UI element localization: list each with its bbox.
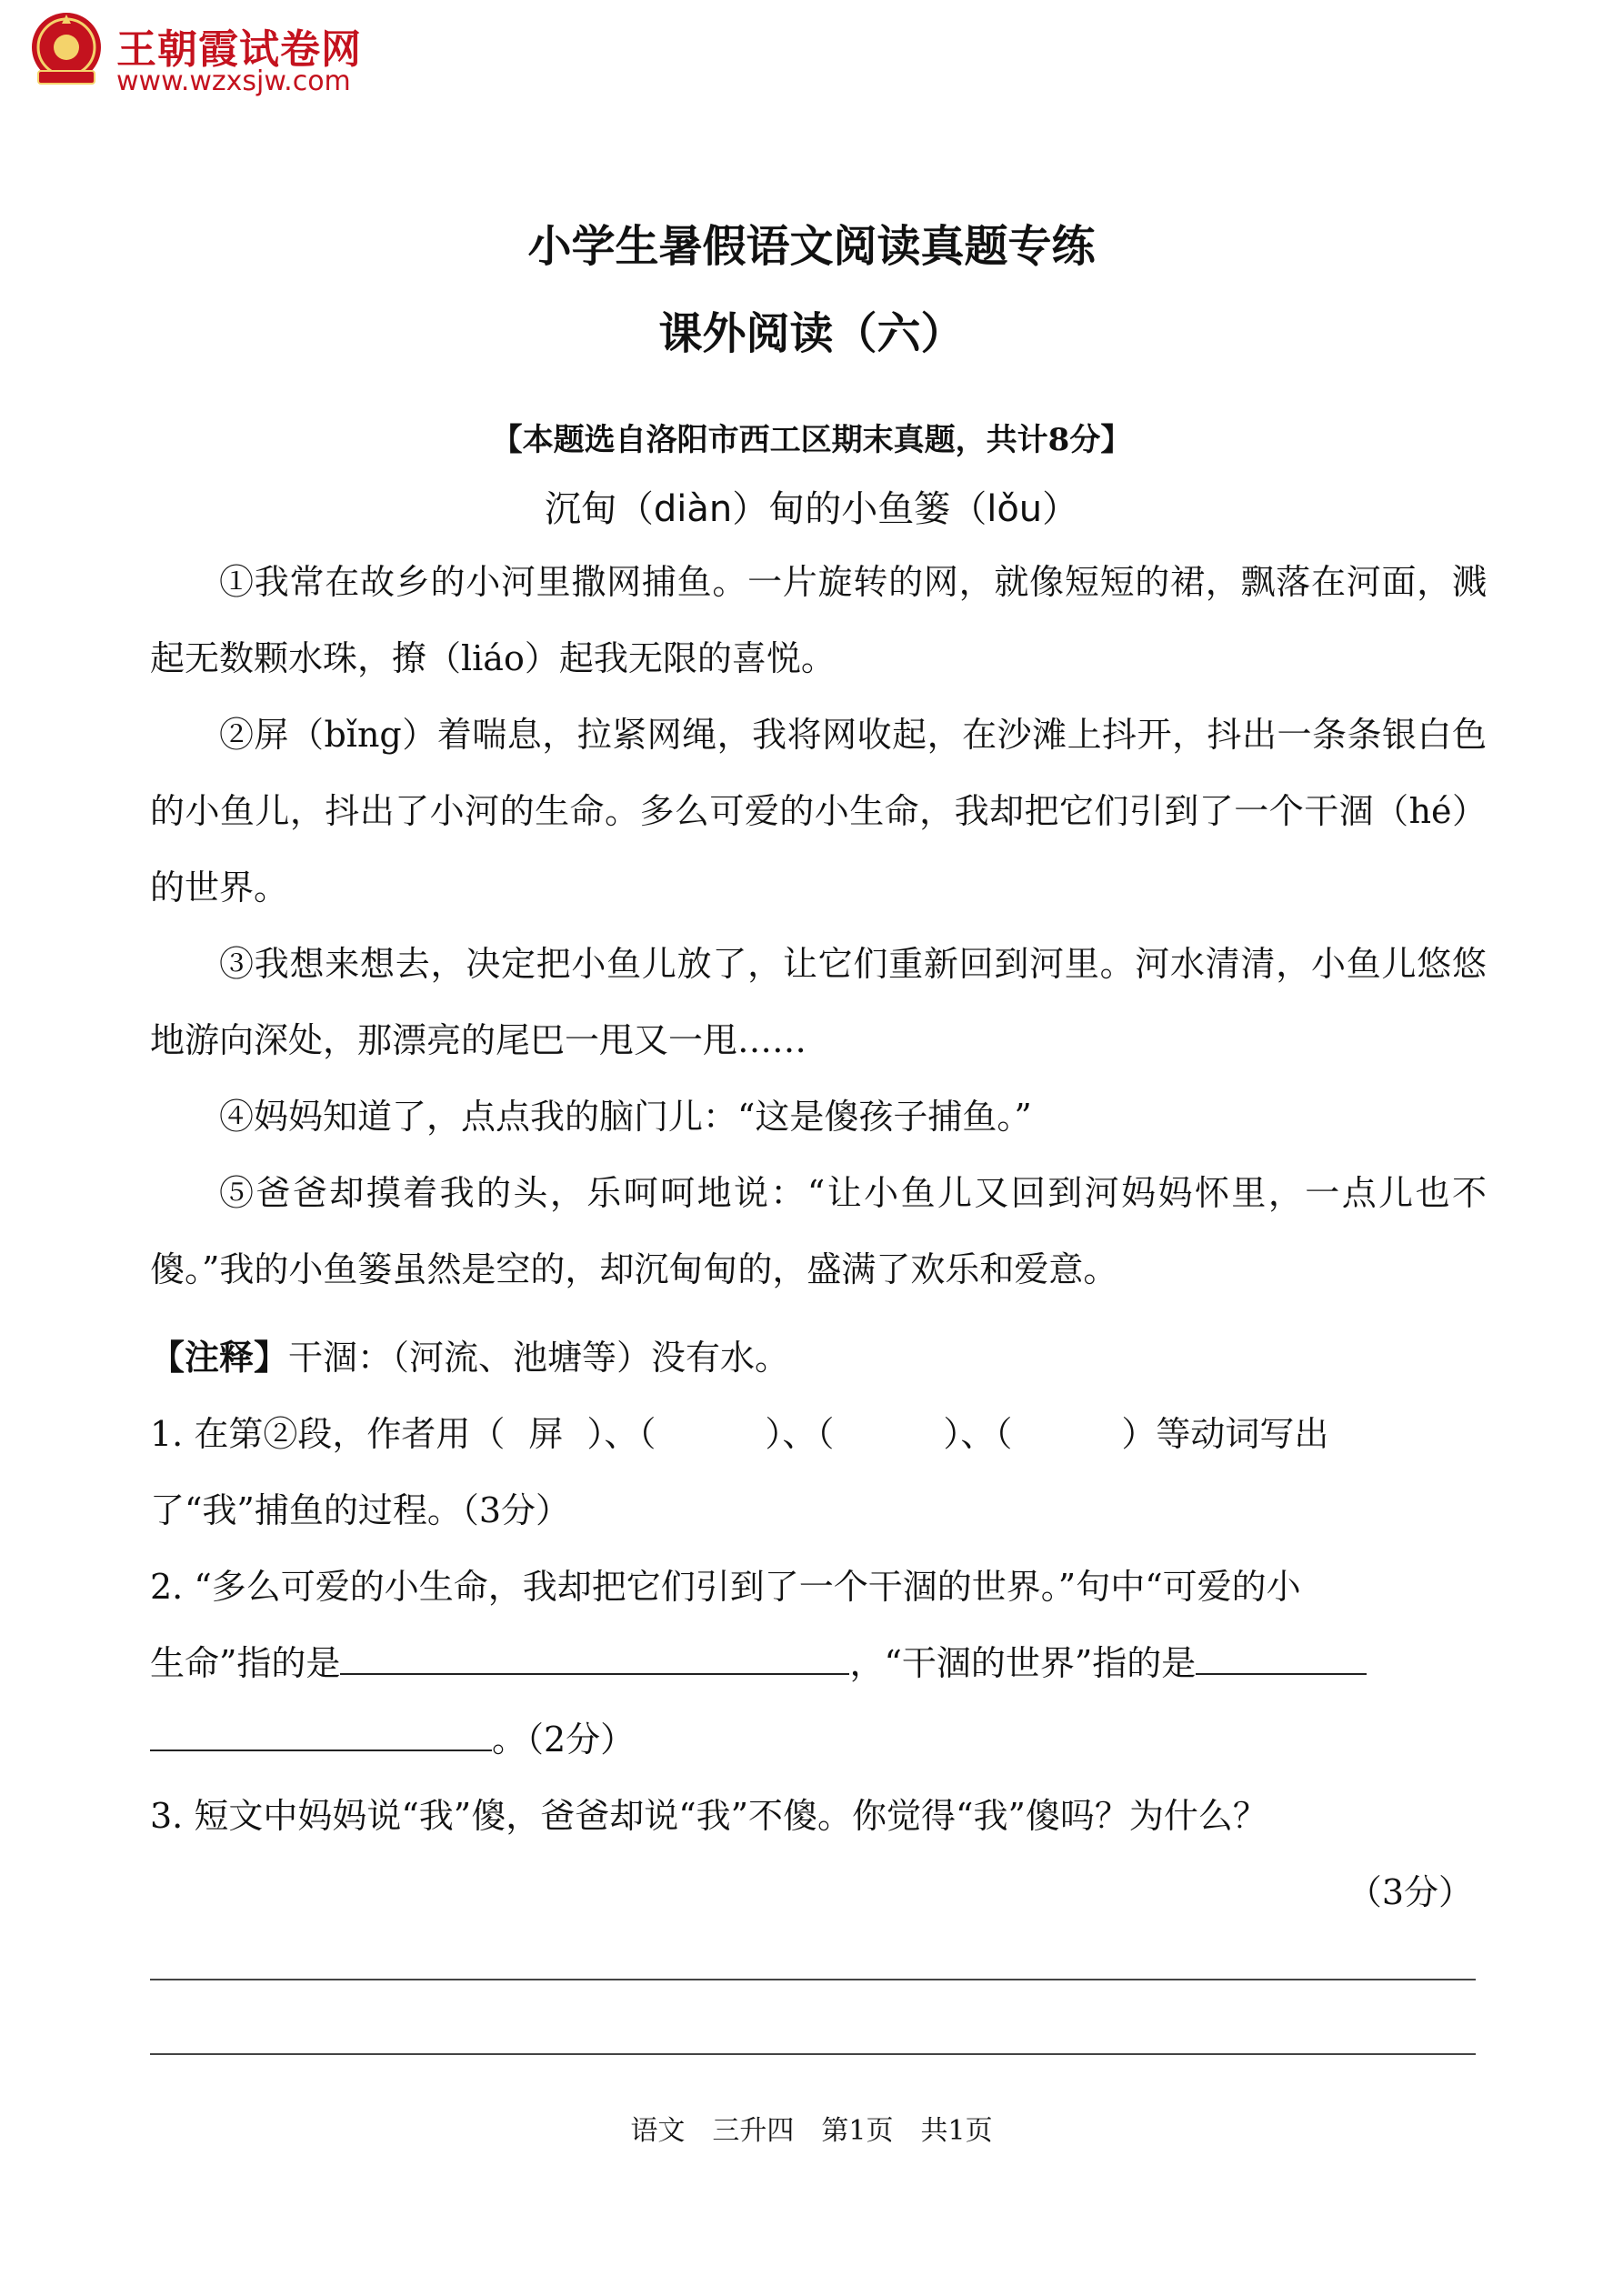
- q1-text-start: 1. 在第②段，作者用（: [150, 1414, 506, 1454]
- question-1: [150, 1406, 1328, 1456]
- brand-name: 王朝霞试卷网: [116, 26, 362, 73]
- q2-blank-2-continued[interactable]: [150, 1715, 492, 1751]
- q2-score: 。（2分）: [492, 1719, 636, 1760]
- story-title: 沉甸（diàn）甸的小鱼篓（lǒu）: [544, 488, 1079, 530]
- question-2: 2. “多么可爱的小生命，我却把它们引到了一个干涸的世界。”句中“可爱的小: [150, 1567, 1301, 1607]
- question-2-line-2: [150, 1635, 1367, 1685]
- question-3: 3. 短文中妈妈说“我”傻，爸爸却说“我”不傻。你觉得“我”傻吗？为什么？: [150, 1796, 1267, 1836]
- q1-separator: ）、（: [943, 1414, 1013, 1454]
- answer-line-2[interactable]: [150, 2053, 1476, 2055]
- paragraph-3: ③我想来想去，决定把小鱼儿放了，让它们重新回到河里。河水清清，小鱼儿悠悠地游向深处，那漂亮的尾巴一甩又一甩……: [150, 944, 1487, 1060]
- question-3-score: （3分）: [1347, 1872, 1473, 1912]
- q2-blank-1[interactable]: [340, 1639, 849, 1675]
- annotation-label: 【注释】: [150, 1337, 289, 1378]
- q1-separator: ）、（: [586, 1414, 656, 1454]
- page-footer: 语文 三升四 第1页 共1页: [630, 2115, 993, 2147]
- q1-text-end: ）等动词写出: [1121, 1414, 1329, 1454]
- q1-separator: ）、（: [765, 1414, 835, 1454]
- answer-line-1[interactable]: [150, 1979, 1476, 1980]
- paragraph-4: ④妈妈知道了，点点我的脑门儿：“这是傻孩子捕鱼。”: [219, 1097, 1032, 1137]
- q2-text-start: 生命”指的是: [150, 1643, 341, 1683]
- page-title: 小学生暑假语文阅读真题专练: [527, 221, 1096, 272]
- page-subtitle: 课外阅读（六）: [658, 308, 965, 359]
- q2-blank-2[interactable]: [1196, 1639, 1367, 1675]
- paragraph-2: ②屏（bǐng）着喘息，拉紧网绳，我将网收起，在沙滩上抖开，抖出一条条银白色的小鱼儿，抖出了小河的生命。多么可爱的小生命，我却把它们引到了一个干涸（hé）的世界。: [150, 715, 1487, 907]
- question-1-line-2: 了“我”捕鱼的过程。（3分）: [150, 1490, 571, 1530]
- question-2-line-3: [150, 1711, 635, 1761]
- annotation-text: 干涸：（河流、池塘等）没有水。: [288, 1338, 790, 1378]
- logo-emblem-icon: [25, 9, 107, 91]
- brand-url[interactable]: www.wzxsjw.com: [116, 65, 351, 97]
- annotation-note: [150, 1329, 789, 1379]
- source-note: 【本题选自洛阳市西工区期末真题，共计8分】: [491, 422, 1132, 458]
- q2-text-mid: ，“干涸的世界”指的是: [849, 1643, 1197, 1683]
- paragraph-5: ⑤爸爸却摸着我的头，乐呵呵地说：“让小鱼儿又回到河妈妈怀里，一点儿也不傻。”我的小鱼篓虽然是空的，却沉甸甸的，盛满了欢乐和爱意。: [150, 1173, 1487, 1289]
- site-logo: [25, 9, 407, 100]
- paragraph-1: ①我常在故乡的小河里撒网捕鱼。一片旋转的网，就像短短的裙，飘落在河面，溅起无数颗水珠，撩（liáo）起我无限的喜悦。: [150, 562, 1487, 678]
- q1-example-answer: 屏: [528, 1414, 564, 1454]
